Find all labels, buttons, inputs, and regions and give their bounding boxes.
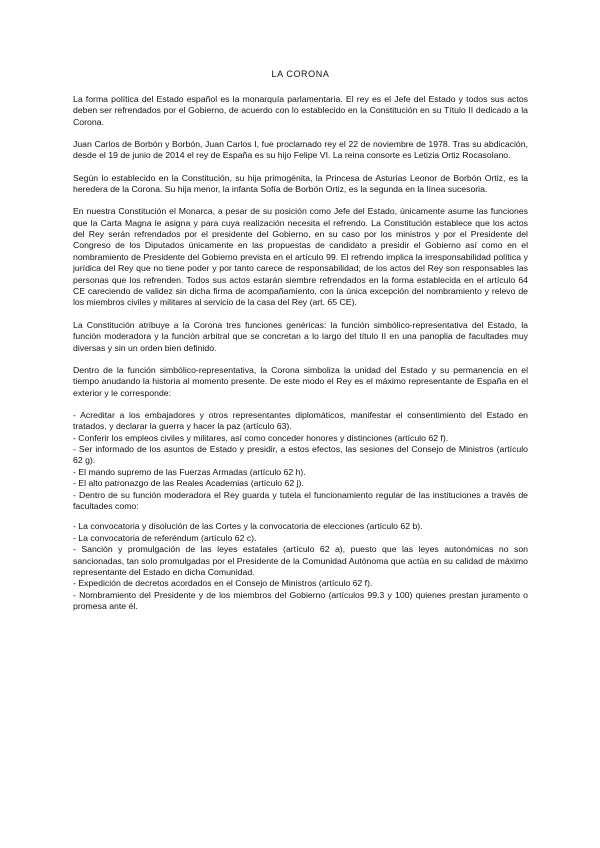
paragraph-juan-carlos: Juan Carlos de Borbón y Borbón, Juan Carlos I, fue proclamado rey el 22 de noviembre de 1978. Tras su abdicación, desde el 19 de junio de 2014 el rey de España es su hijo Felipe VI. La reina consorte es Letizia Ortiz Rocasolano.: [73, 139, 528, 161]
paragraph-intro: La forma política del Estado español es la monarquía parlamentaria. El rey es el Jefe del Estado y todos sus actos deben ser refrendados por el Gobierno, de acuerdo con lo establecido en la Constitución en su Título II dedicado a la Corona.: [73, 94, 528, 127]
list-item: - Ser informado de los asuntos de Estado y presidir, a estos efectos, las sesiones del Consejo de Ministros (artículo 62 g).: [73, 443, 528, 466]
list-item: - Acreditar a los embajadores y otros representantes diplomáticos, manifestar el consentimiento del Estado en tratados, y declarar la guerra y hacer la paz (artículo 63).: [73, 409, 528, 432]
list-item: - Dentro de su función moderadora el Rey guarda y tutela el funcionamiento regular de las instituciones a través de facultades como:: [73, 489, 528, 511]
document-title: LA CORONA: [271, 69, 330, 79]
paragraph-refrendo: En nuestra Constitución el Monarca, a pesar de su posición como Jefe del Estado, únicamente asume las funciones que la Carta Magna le asigna y para cuya realización necesita el refrendo. La Constitución establece que los actos del Rey serán refrendados por el presidente del Gobierno, en su caso por los ministros y por el Presidente del Congreso de los Diputados únicamente en las propuestas de candidato a presidir el Gobierno así como en el nombramiento de Presidente del Gobierno prevista en el artículo 99. El refrendo implica la irresponsabilidad política y jurídica del Rey que no tiene poder y por tanto carece de responsabilidad; de los actos del Rey son responsables las personas que los refrenden. Todos sus actos estarán siembre refrendados en la forma establecida en el artículo 64 CE careciendo de validez sin dicha firma de acompañamiento, con la única excepción del nombramiento y relevo de los miembros civiles y militares al servicio de la casa del Rey (art. 65 CE).: [73, 206, 528, 308]
list-item: - Nombramiento del Presidente y de los miembros del Gobierno (artículos 99.3 y 100) quienes prestan juramento o promesa ante él.: [73, 589, 528, 612]
list-item: - Expedición de decretos acordados en el Consejo de Ministros (artículo 62 f).: [73, 578, 373, 589]
document-page: [73, 68, 528, 622]
paragraph-succession: Según lo establecido en la Constitución, su hija primogénita, la Princesa de Asturias Leonor de Borbón Ortiz, es la heredera de la Corona. Su hija menor, la infanta Sofía de Borbón Ortiz, es la segunda en la línea sucesoria.: [73, 172, 528, 195]
paragraph-functions: La Constitución atribuye a la Corona tres funciones genéricas: la función simbólico-representativa del Estado, la función moderadora y la función arbitral que se concretan a lo largo del título II en una panoplia de facultades muy diversas y sin un orden bien definido.: [73, 319, 528, 353]
paragraph-symbolic: Dentro de la función simbólico-representativa, la Corona simboliza la unidad del Estado y su permanencia en el tiempo anudando la historia al momento presente. De este modo el Rey es el máximo representante de España en el exterior y le corresponde:: [73, 364, 528, 398]
list-item: - Conferir los empleos civiles y militares, así como conceder honores y distinciones (artículo 62 f).: [73, 432, 449, 443]
list-item: - Sanción y promulgación de las leyes estatales (artículo 62 a), puesto que las leyes autonómicas no son sancionadas, tan solo promulgadas por el Presidente de la Comunidad Autónoma que actúa en su calidad de máximo representante del Estado en dicha Comunidad.: [73, 544, 528, 577]
list-item: - El alto patronazgo de las Reales Academias (artículo 62 j).: [73, 478, 304, 489]
list-item: - La convocatoria de referéndum (artículo 62 c).: [73, 532, 257, 543]
list-item: - La convocatoria y disolución de las Cortes y la convocatoria de elecciones (artículo 62 b).: [73, 521, 423, 532]
list-item: - El mando supremo de las Fuerzas Armadas (artículo 62 h).: [73, 466, 306, 477]
list-symbolic-powers: [73, 410, 528, 513]
list-moderating-powers: [73, 521, 528, 612]
